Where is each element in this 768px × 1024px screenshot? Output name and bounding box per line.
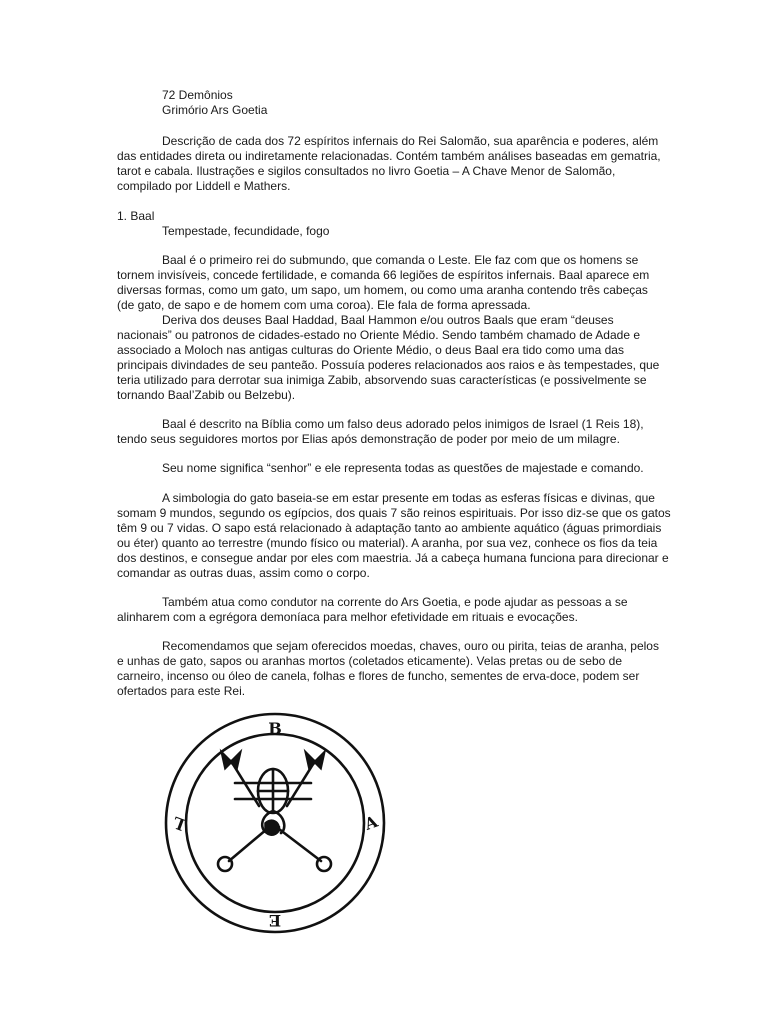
document-subtitle: Grimório Ars Goetia	[162, 103, 268, 117]
baal-seal-icon	[163, 711, 387, 935]
text-line: nacionais” ou patronos de cidades-estado no Oriente Médio. Sendo também chamado de Adade e	[117, 328, 641, 342]
text-line: alinharem com a egrégora demoníaca para melhor efetividade em rituais e evocações.	[117, 610, 578, 624]
seal-letter-left: L	[170, 812, 188, 835]
text-line: Baal é o primeiro rei do submundo, que comanda o Leste. Ele faz com que os homens se	[162, 253, 639, 267]
seal-right-axe	[305, 751, 325, 769]
text-line: dos destinos, e consegue andar por eles com maestria. Já a cabeça humana funciona para direcionar e	[117, 551, 669, 565]
seal-left-axe	[221, 751, 241, 769]
seal-left-circle	[218, 857, 232, 871]
text-line: diversas formas, como um gato, um sapo, um homem, ou como uma aranha contendo três cabeças	[117, 283, 648, 297]
text-line: associado a Moloch nas antigas culturas do Oriente Médio, o deus Baal era tido como uma das	[117, 343, 624, 357]
seal-letter-bottom: E	[268, 911, 282, 930]
text-line: carneiro, incenso ou óleo de canela, folhas e flores de funcho, sementes de erva-doce, podem ser	[117, 669, 640, 683]
text-line: ou éter) quanto ao terrestre (mundo físico ou material). A aranha, por sua vez, conhece os fios da teia	[117, 536, 658, 550]
document-title: 72 Demônios	[162, 88, 233, 102]
seal-letter-top: B	[268, 719, 282, 738]
text-line: tornem invisíveis, concede fertilidade, e comanda 66 legiões de espíritos infernais. Baal aparece em	[117, 268, 650, 282]
text-line: têm 9 ou 7 vidas. O sapo está relacionado à adaptação tanto ao ambiente aquático (águas primordiais	[117, 521, 662, 535]
text-line: Descrição de cada dos 72 espíritos infernais do Rei Salomão, sua aparência e poderes, além	[162, 134, 659, 148]
text-line: Deriva dos deuses Baal Haddad, Baal Hammon e/ou outros Baals que eram “deuses	[162, 313, 614, 327]
text-line: tarot e cabala. Ilustrações e sigilos consultados no livro Goetia – A Chave Menor de Salomão,	[117, 164, 616, 178]
text-line: Também atua como condutor na corrente do Ars Goetia, e pode ajudar as pessoas a se	[162, 595, 628, 609]
seal-center-knot	[265, 820, 279, 834]
text-line: comandar as outras duas, assim como o corpo.	[117, 566, 370, 580]
text-line: somam 9 mundos, segundo os egípcios, dos quais 7 são reinos espirituais. Por isso diz-se que os gatos	[117, 506, 671, 520]
text-line: e unhas de gato, sapos ou aranhas mortos (coletados eticamente). Velas pretas ou de sebo de	[117, 654, 622, 668]
text-line: tendo seus seguidores mortos por Elias após demonstração de poder por meio de um milagre.	[117, 432, 620, 446]
seal-letter-right: A	[362, 811, 381, 834]
seal-right-circle	[317, 857, 331, 871]
text-line: ofertados para este Rei.	[117, 684, 246, 698]
text-line: das entidades direta ou indiretamente relacionadas. Contém também análises baseadas em gematria,	[117, 149, 661, 163]
entry-heading: 1. Baal	[117, 209, 155, 223]
text-line: tornando Baal’Zabib ou Belzebu).	[117, 388, 296, 402]
entry-attributes: Tempestade, fecundidade, fogo	[162, 224, 330, 238]
text-line: Seu nome significa “senhor” e ele representa todas as questões de majestade e comando.	[162, 461, 644, 475]
text-line: (de gato, de sapo e de homem com uma coroa). Ele fala de forma apressada.	[117, 298, 531, 312]
text-line: Recomendamos que sejam oferecidos moedas, chaves, ouro ou pirita, teias de aranha, pelos	[162, 639, 659, 653]
text-line: teria utilizado para derrotar sua inimiga Zabib, absorvendo suas características (e possivelmente se	[117, 373, 647, 387]
text-line: A simbologia do gato baseia-se em estar presente em todas as esferas físicas e divinas, que	[162, 491, 655, 505]
text-line: principais divindades de seu panteão. Possuía poderes relacionados aos raios e às tempestades, que	[117, 358, 660, 372]
text-line: compilado por Liddell e Mathers.	[117, 179, 291, 193]
text-line: Baal é descrito na Bíblia como um falso deus adorado pelos inimigos de Israel (1 Reis 18),	[162, 417, 644, 431]
